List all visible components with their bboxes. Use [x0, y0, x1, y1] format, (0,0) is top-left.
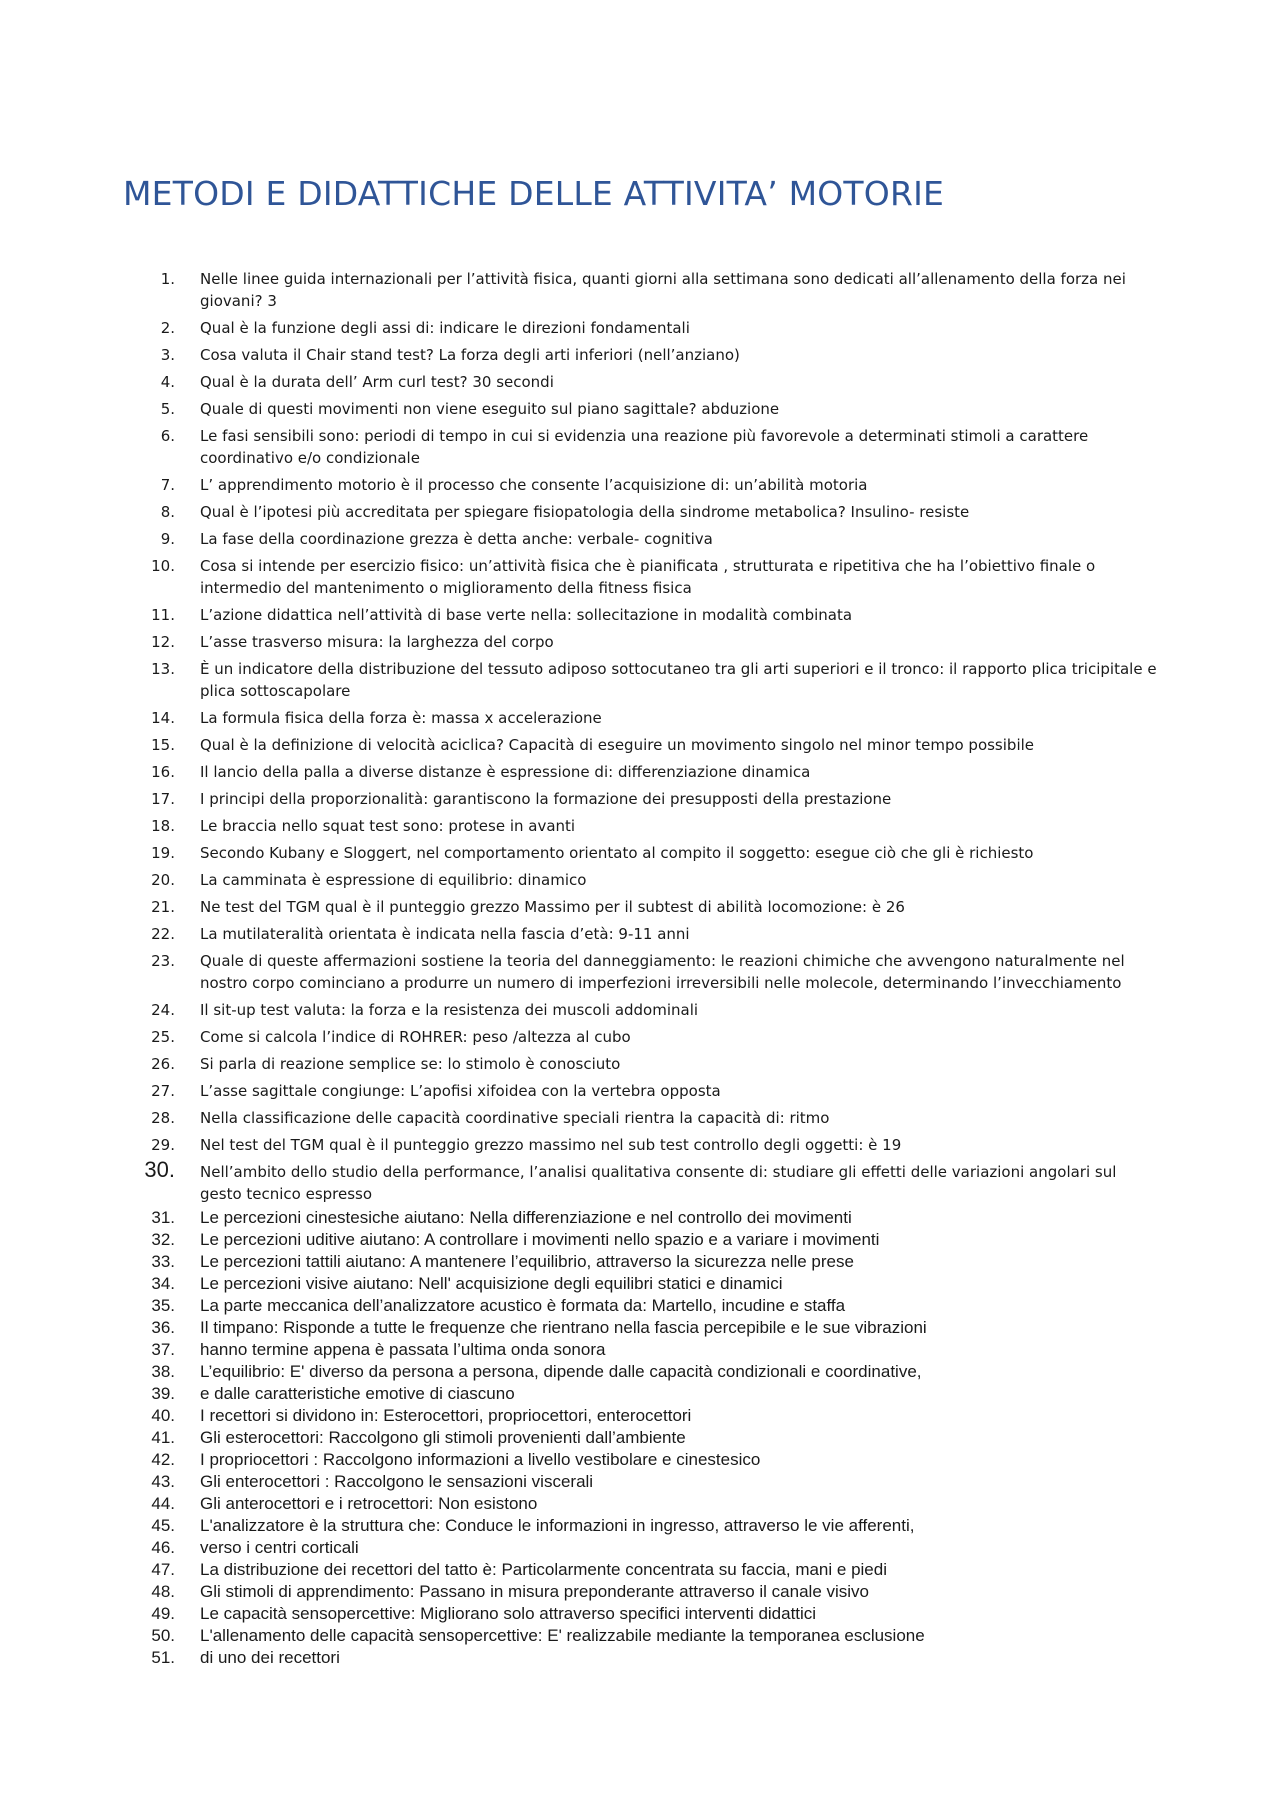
list-item-text: Qual è la funzione degli assi di: indicare le direzioni fondamentali: [200, 319, 690, 337]
list-item-number: 43.: [151, 1472, 175, 1491]
list-item: [0, 501, 1280, 523]
list-item: [0, 631, 1280, 653]
list-item: [0, 1493, 1280, 1515]
list-item-text: Le percezioni visive aiutano: Nell' acquisizione degli equilibri statici e dinamici: [200, 1274, 783, 1293]
list-item: [0, 896, 1280, 918]
list-item-text: Cosa valuta il Chair stand test? La forza degli arti inferiori (nell’anziano): [200, 346, 740, 364]
list-item: [0, 474, 1280, 496]
list-item-number: 5.: [160, 400, 175, 418]
list-item-number: 9.: [160, 530, 175, 548]
list-item-text: La camminata è espressione di equilibrio: dinamico: [200, 871, 587, 889]
list-item-text: e dalle caratteristiche emotive di ciascuno: [200, 1384, 515, 1403]
list-item-text: I principi della proporzionalità: garantiscono la formazione dei presupposti della prestazione: [200, 790, 892, 808]
list-item-number: 11.: [151, 606, 175, 624]
list-item: [0, 1449, 1280, 1471]
list-item: [0, 1625, 1280, 1647]
list-item-text: Le percezioni uditive aiutano: A controllare i movimenti nello spazio e a variare i movimenti: [200, 1230, 880, 1249]
list-item-text: hanno termine appena è passata l’ultima onda sonora: [200, 1340, 606, 1359]
list-item: [0, 1295, 1280, 1317]
list-item: [0, 1471, 1280, 1493]
list-item: [0, 555, 1280, 599]
list-item: [0, 1581, 1280, 1603]
list-item-number: 16.: [151, 763, 175, 781]
list-item: [0, 1134, 1280, 1156]
list-item-text: verso i centri corticali: [200, 1538, 359, 1557]
list-item-number: 48.: [151, 1582, 175, 1601]
list-item: [0, 923, 1280, 945]
list-item-number: 22.: [151, 925, 175, 943]
list-item-number: 12.: [151, 633, 175, 651]
list-item: [0, 1026, 1280, 1048]
list-item-number: 3.: [160, 346, 175, 364]
list-item-text: L’ apprendimento motorio è il processo che consente l’acquisizione di: un’abilità motoria: [200, 476, 868, 494]
list-item-number: 18.: [151, 817, 175, 835]
list-item-number: 33.: [151, 1252, 175, 1271]
list-item: [0, 842, 1280, 864]
list-item-number: 28.: [151, 1109, 175, 1127]
list-item-text: Le percezioni tattili aiutano: A mantenere l’equilibrio, attraverso la sicurezza nelle prese: [200, 1252, 854, 1271]
list-item-text: Nella classificazione delle capacità coordinative speciali rientra la capacità di: ritmo: [200, 1109, 830, 1127]
list-item-text: Nel test del TGM qual è il punteggio grezzo massimo nel sub test controllo degli oggetti: è 19: [200, 1136, 902, 1154]
list-item-text: Le fasi sensibili sono: periodi di tempo in cui si evidenzia una reazione più favorevole a determinati stimoli a carattere coordinativo e/o condizionale: [200, 427, 1089, 467]
list-item: [0, 1317, 1280, 1339]
list-item-number: 17.: [151, 790, 175, 808]
list-item-text: Nelle linee guida internazionali per l’attività fisica, quanti giorni alla settimana sono dedicati all’allenamento della forza nei giovani? 3: [200, 270, 1126, 310]
question-list: [0, 268, 1280, 1669]
list-item: [0, 1361, 1280, 1383]
list-item-text: I propriocettori : Raccolgono informazioni a livello vestibolare e cinestesico: [200, 1450, 761, 1469]
list-item-text: Gli anterocettori e i retrocettori: Non esistono: [200, 1494, 538, 1513]
list-item: [0, 1251, 1280, 1273]
list-item: [0, 268, 1280, 312]
list-item-number: 6.: [160, 427, 175, 445]
list-item: [0, 1383, 1280, 1405]
list-item: [0, 1339, 1280, 1361]
list-item-number: 49.: [151, 1604, 175, 1623]
list-item: [0, 528, 1280, 550]
list-item-text: Gli enterocettori : Raccolgono le sensazioni viscerali: [200, 1472, 594, 1491]
list-item: [0, 1157, 1280, 1205]
list-item-number: 7.: [160, 476, 175, 494]
list-item-number: 32.: [151, 1230, 175, 1249]
list-item-text: L'analizzatore è la struttura che: Conduce le informazioni in ingresso, attraverso le vie afferenti,: [200, 1516, 915, 1535]
list-item-text: Le braccia nello squat test sono: protese in avanti: [200, 817, 576, 835]
list-item-text: Si parla di reazione semplice se: lo stimolo è conosciuto: [200, 1055, 621, 1073]
list-item-number: 46.: [151, 1538, 175, 1557]
list-item-text: Gli stimoli di apprendimento: Passano in misura preponderante attraverso il canale visivo: [200, 1582, 870, 1601]
list-item: [0, 1080, 1280, 1102]
list-item-text: Secondo Kubany e Sloggert, nel comportamento orientato al compito il soggetto: esegue ciò che gli è richiesto: [200, 844, 1034, 862]
list-item-text: L’azione didattica nell’attività di base verte nella: sollecitazione in modalità combinata: [200, 606, 853, 624]
list-item-number: 25.: [151, 1028, 175, 1046]
document-title: METODI E DIDATTICHE DELLE ATTIVITA’ MOTORIE: [123, 174, 945, 213]
list-item: [0, 734, 1280, 756]
list-item: [0, 1537, 1280, 1559]
list-item-number: 8.: [160, 503, 175, 521]
list-item-number: 37.: [151, 1340, 175, 1359]
list-item-number: 20.: [151, 871, 175, 889]
list-item-text: I recettori si dividono in: Esterocettori, propriocettori, enterocettori: [200, 1406, 692, 1425]
list-item-text: Il timpano: Risponde a tutte le frequenze che rientrano nella fascia percepibile e le sue vibrazioni: [200, 1318, 927, 1337]
list-item: [0, 1107, 1280, 1129]
list-item: [0, 1053, 1280, 1075]
list-item-number: 23.: [151, 952, 175, 970]
list-item-text: Qual è la durata dell’ Arm curl test? 30 secondi: [200, 373, 554, 391]
list-item: [0, 869, 1280, 891]
list-item-text: Gli esterocettori: Raccolgono gli stimoli provenienti dall’ambiente: [200, 1428, 686, 1447]
list-item: [0, 950, 1280, 994]
list-item-number: 38.: [151, 1362, 175, 1381]
list-item: [0, 398, 1280, 420]
list-item-text: di uno dei recettori: [200, 1648, 340, 1667]
list-item-number: 44.: [151, 1494, 175, 1513]
list-item-number: 2.: [160, 319, 175, 337]
list-item-text: Cosa si intende per esercizio fisico: un’attività fisica che è pianificata , strutturata e ripetitiva che ha l’obiettivo finale o intermedio del mantenimento o miglioramento della fitness fisica: [200, 557, 1096, 597]
list-item-text: Le percezioni cinestesiche aiutano: Nella differenziazione e nel controllo dei movimenti: [200, 1208, 852, 1227]
list-item-number: 30.: [144, 1157, 175, 1182]
list-item-number: 1.: [160, 270, 175, 288]
list-item-number: 42.: [151, 1450, 175, 1469]
list-item-number: 47.: [151, 1560, 175, 1579]
list-item-text: La formula fisica della forza è: massa x accelerazione: [200, 709, 602, 727]
list-item: [0, 707, 1280, 729]
list-item: [0, 371, 1280, 393]
list-item: [0, 1515, 1280, 1537]
list-item-text: Come si calcola l’indice di ROHRER: peso /altezza al cubo: [200, 1028, 631, 1046]
list-item-number: 21.: [151, 898, 175, 916]
list-item: [0, 317, 1280, 339]
list-item: [0, 1273, 1280, 1295]
list-item-number: 34.: [151, 1274, 175, 1293]
list-item-text: La fase della coordinazione grezza è detta anche: verbale- cognitiva: [200, 530, 713, 548]
list-item-number: 10.: [151, 557, 175, 575]
list-item-number: 35.: [151, 1296, 175, 1315]
list-item-text: La distribuzione dei recettori del tatto è: Particolarmente concentrata su faccia, mani e piedi: [200, 1560, 887, 1579]
list-item: [0, 604, 1280, 626]
list-item-text: Ne test del TGM qual è il punteggio grezzo Massimo per il subtest di abilità locomozione: è 26: [200, 898, 905, 916]
list-item: [0, 1427, 1280, 1449]
list-item: [0, 815, 1280, 837]
list-item-text: Le capacità sensopercettive: Migliorano solo attraverso specifici interventi didattici: [200, 1604, 817, 1623]
list-item-text: La parte meccanica dell’analizzatore acustico è formata da: Martello, incudine e staffa: [200, 1296, 846, 1315]
list-item-text: L’asse trasverso misura: la larghezza del corpo: [200, 633, 554, 651]
list-item-number: 45.: [151, 1516, 175, 1535]
list-item-text: Il lancio della palla a diverse distanze è espressione di: differenziazione dinamica: [200, 763, 811, 781]
list-item: [0, 761, 1280, 783]
list-item-text: Qual è la definizione di velocità aciclica? Capacità di eseguire un movimento singolo nel minor tempo possibile: [200, 736, 1035, 754]
list-item: [0, 425, 1280, 469]
list-item: [0, 1405, 1280, 1427]
list-item-number: 13.: [151, 660, 175, 678]
list-item-number: 31.: [151, 1208, 175, 1227]
list-item-number: 14.: [151, 709, 175, 727]
list-item: [0, 1603, 1280, 1625]
list-item: [0, 999, 1280, 1021]
list-item-text: L’equilibrio: E' diverso da persona a persona, dipende dalle capacità condizionali e coordinative,: [200, 1362, 922, 1381]
list-item-number: 51.: [151, 1648, 175, 1667]
list-item-number: 50.: [151, 1626, 175, 1645]
list-item-text: Qual è l’ipotesi più accreditata per spiegare fisiopatologia della sindrome metabolica? Insulino- resiste: [200, 503, 970, 521]
list-item-text: L'allenamento delle capacità sensopercettive: E' realizzabile mediante la temporanea esclusione: [200, 1626, 925, 1645]
list-item-number: 26.: [151, 1055, 175, 1073]
list-item-text: L’asse sagittale congiunge: L’apofisi xifoidea con la vertebra opposta: [200, 1082, 721, 1100]
list-item: [0, 344, 1280, 366]
list-item-number: 24.: [151, 1001, 175, 1019]
list-item-number: 40.: [151, 1406, 175, 1425]
list-item-number: 27.: [151, 1082, 175, 1100]
list-item: [0, 1229, 1280, 1251]
list-item-number: 15.: [151, 736, 175, 754]
list-item: [0, 1559, 1280, 1581]
list-item: [0, 788, 1280, 810]
list-item-text: Nell’ambito dello studio della performance, l’analisi qualitativa consente di: studiare gli effetti delle variazioni angolari sul gesto tecnico espresso: [200, 1163, 1117, 1203]
list-item-text: Quale di questi movimenti non viene eseguito sul piano sagittale? abduzione: [200, 400, 780, 418]
list-item: [0, 1207, 1280, 1229]
list-item-number: 29.: [151, 1136, 175, 1154]
list-item-number: 39.: [151, 1384, 175, 1403]
list-item-text: Quale di queste affermazioni sostiene la teoria del danneggiamento: le reazioni chimiche che avvengono naturalmente nel nostro corpo cominciano a produrre un numero di imperfezioni irreversibili nelle molecole, determinando l’invecchiamento: [200, 952, 1125, 992]
list-item-number: 36.: [151, 1318, 175, 1337]
list-item-text: È un indicatore della distribuzione del tessuto adiposo sottocutaneo tra gli arti superiori e il tronco: il rapporto plica tricipitale e plica sottoscapolare: [200, 660, 1157, 700]
list-item-number: 4.: [160, 373, 175, 391]
list-item-text: Il sit-up test valuta: la forza e la resistenza dei muscoli addominali: [200, 1001, 699, 1019]
list-item-number: 41.: [151, 1428, 175, 1447]
list-item: [0, 1647, 1280, 1669]
list-item-number: 19.: [151, 844, 175, 862]
list-item-text: La mutilateralità orientata è indicata nella fascia d’età: 9-11 anni: [200, 925, 690, 943]
list-item: [0, 658, 1280, 702]
